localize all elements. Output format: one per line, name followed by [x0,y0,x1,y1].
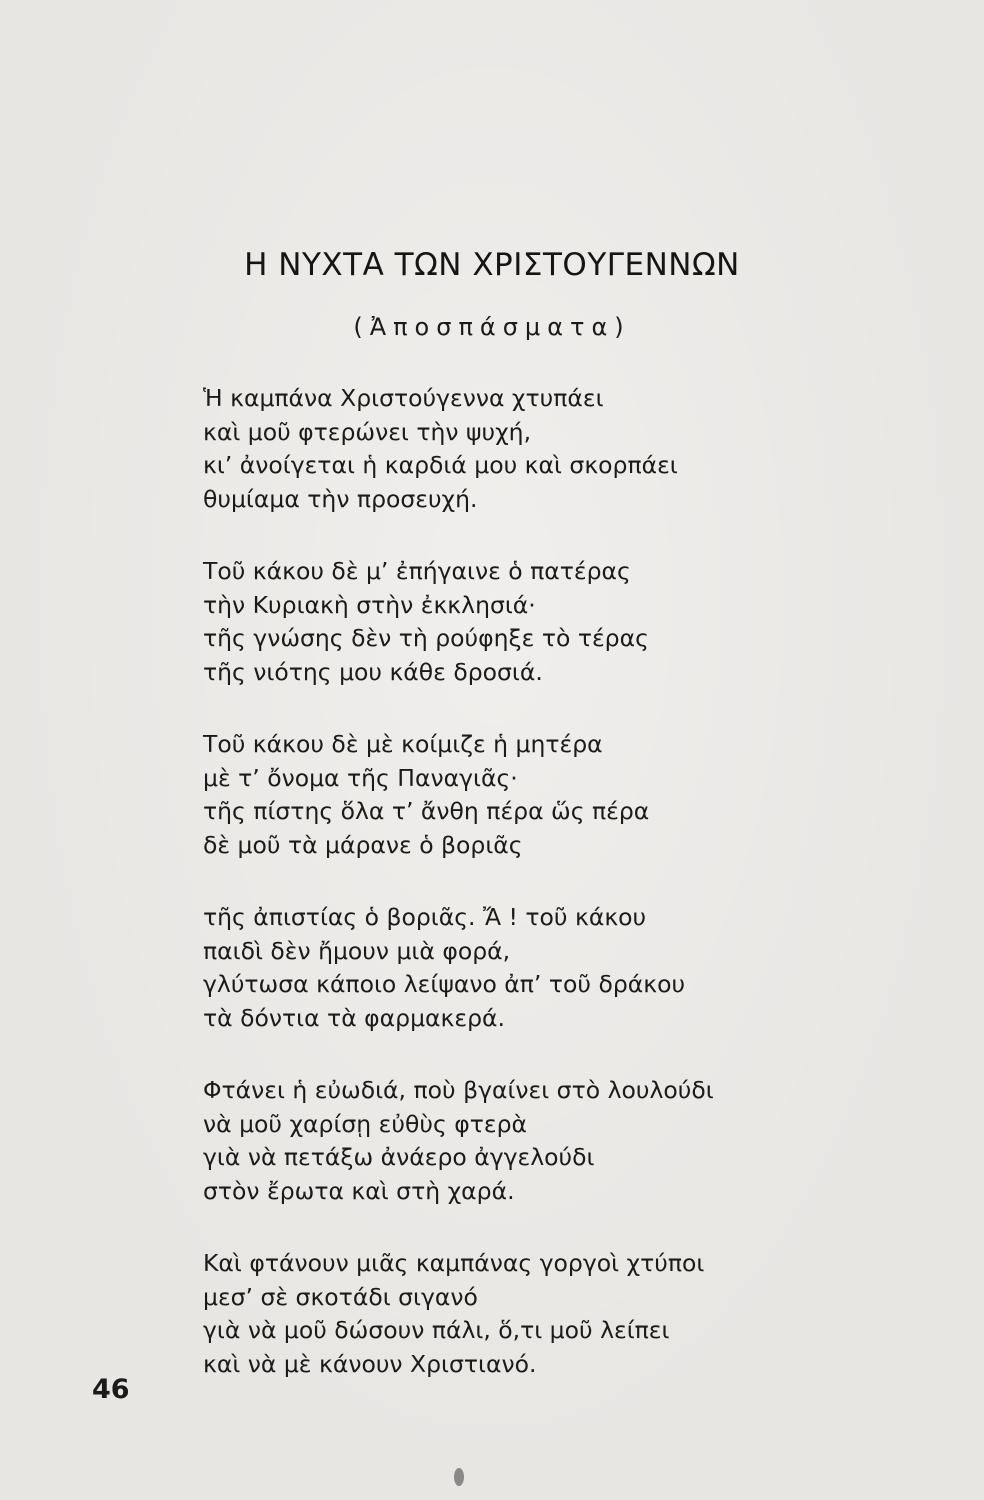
poem-line: τῆς γνώσης δὲν τὴ ρούφηξε τὸ τέρας [203,624,649,652]
poem-line: παιδὶ δὲν ἤμουν μιὰ φορά, [203,936,511,965]
poem-line: τῆς πίστης ὅλα τ’ ἄνθη πέρα ὥς πέρα [203,797,650,825]
poem-title: Η ΝΥΧΤΑ ΤΩΝ ΧΡΙΣΤΟΥΓΕΝΝΩΝ [244,247,740,283]
stanza [203,1247,923,1381]
poem-line: γιὰ νὰ μοῦ δώσουν πάλι, ὅ,τι μοῦ λείπει [203,1316,670,1344]
poem-line: μὲ τ’ ὄνομα τῆς Παναγιᾶς· [203,763,518,792]
ink-blot [454,1468,464,1486]
poem-line: τῆς ἀπιστίας ὁ βοριᾶς. Ἄ ! τοῦ κάκου [203,903,647,931]
poem-line: μεσ’ σὲ σκοτάδι σιγανό [203,1282,478,1311]
poem-line: στὸν ἔρωτα καὶ στὴ χαρά. [203,1176,515,1205]
page-number: 46 [92,1374,130,1405]
poem-line: Τοῦ κάκου δὲ μὲ κοίμιζε ἡ μητέρα [203,730,603,758]
poem-line: κι’ ἀνοίγεται ἡ καρδιά μου καὶ σκορπάει [203,451,678,479]
poem-line: γλύτωσα κάποιο λείψανο ἀπ’ τοῦ δράκου [203,970,686,998]
poem-line: νὰ μοῦ χαρίσῃ εὐθὺς φτερὰ [203,1109,527,1138]
poem-line: Τοῦ κάκου δὲ μ’ ἐπήγαινε ὁ πατέρας [203,557,631,585]
poem-body [203,382,923,1420]
stanza [203,382,923,516]
poem-line: Καὶ φτάνουν μιᾶς καμπάνας γοργοὶ χτύποι [203,1249,705,1277]
poem-line: θυμίαμα τὴν προσευχή. [203,484,478,513]
stanza [203,555,923,689]
poem-line: καὶ μοῦ φτερώνει τὴν ψυχή, [203,417,532,446]
stanza [203,728,923,862]
poem-line: Φτάνει ἡ εὐωδιά, ποὺ βγαίνει στὸ λουλούδι [203,1076,714,1104]
poem-line: γιὰ νὰ πετάξω ἀνάερο ἀγγελούδι [203,1143,595,1171]
poem-line: τὰ δόντια τὰ φαρμακερά. [203,1003,505,1032]
poem-line: τὴν Κυριακὴ στὴν ἐκκλησιά· [203,590,536,619]
poem-line: καὶ νὰ μὲ κάνουν Χριστιανό. [203,1349,537,1378]
stanza [203,1074,923,1208]
poem-line: Ἡ καμπάνα Χριστούγεννα χτυπάει [203,384,604,412]
stanza [203,901,923,1035]
poem-subtitle: (Ἀποσπάσματα) [353,313,631,341]
poem-line: τῆς νιότης μου κάθε δροσιά. [203,657,543,686]
poem-line: δὲ μοῦ τὰ μάρανε ὁ βοριᾶς [203,830,523,859]
